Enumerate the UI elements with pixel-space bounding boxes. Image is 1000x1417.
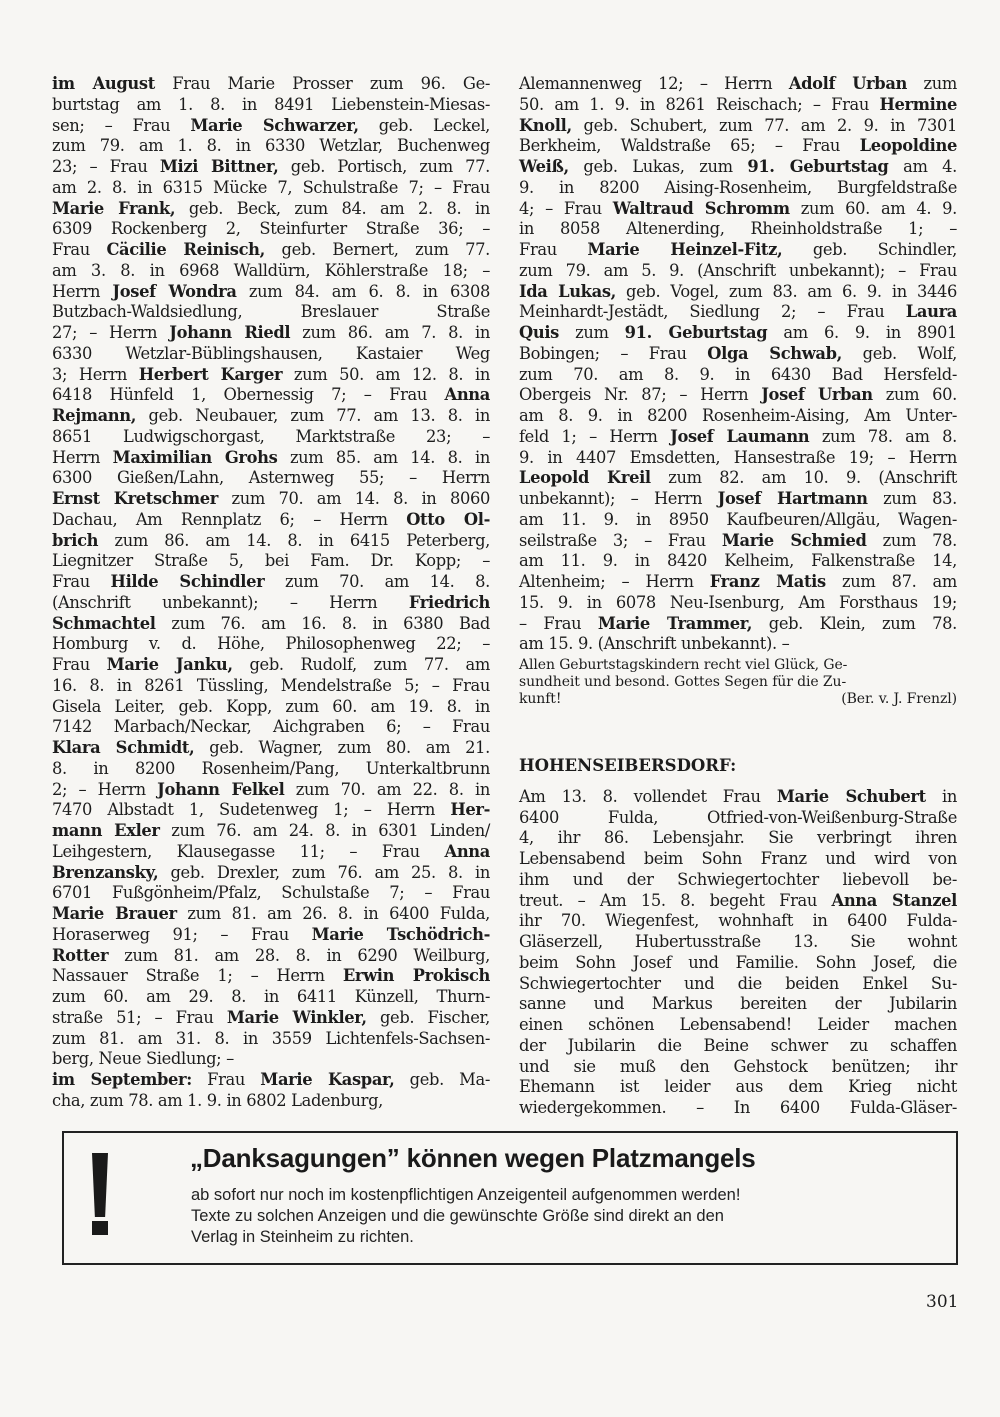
text-line: [519, 828, 957, 849]
text-run: zum 76. am 24. 8. in 6301 Linden/: [159, 821, 490, 840]
text-run: 16. 8. in 8261 Tüssling, Mendelstraße 5; – Frau: [52, 675, 490, 695]
text-run: beim Sohn Josef und Familie. Sohn Josef, die: [519, 952, 957, 972]
bold-name: Her-: [450, 800, 490, 820]
text-run: 9. in 8200 Aising-Rosenheim, Burgfeldstraße: [519, 177, 957, 197]
text-line: [519, 365, 957, 386]
text-run: geb. Portisch, zum 77.: [278, 157, 490, 176]
text-run: feld 1; – Herrn: [519, 426, 671, 446]
text-run: zum 78.: [866, 530, 957, 550]
text-run: zum: [907, 74, 958, 93]
text-line: [519, 74, 957, 95]
text-line: [519, 427, 957, 448]
text-run: am 15. 9. (Anschrift unbekannt). –: [519, 634, 790, 654]
text-run: 9. in 4407 Emsdetten, Hansestraße 19; – Herrn: [519, 447, 957, 467]
text-line: [52, 842, 490, 863]
text-line: [519, 1015, 957, 1036]
text-line: [52, 510, 490, 531]
bold-name: 91. Geburtstag: [624, 323, 768, 342]
text-run: berg, Neue Siedlung; –: [52, 1049, 234, 1069]
text-run: in: [925, 786, 957, 806]
text-run: Homburg v. d. Höhe, Philosophenweg 22; –: [52, 634, 490, 654]
text-line: [52, 116, 490, 137]
text-run: burtstag am 1. 8. in 8491 Liebenstein-Miesas-: [52, 94, 490, 114]
text-line: [52, 738, 490, 759]
text-run: 4; – Frau: [519, 198, 613, 218]
text-line: [52, 323, 490, 344]
text-line: [52, 74, 490, 95]
bold-name: Weiß,: [519, 157, 569, 176]
text-line: [519, 1057, 957, 1078]
text-run: 23; – Frau: [52, 157, 160, 176]
text-line: [519, 572, 957, 593]
section-heading: HOHENSEIBERSDORF:: [519, 756, 737, 775]
bold-name: Marie Kaspar,: [260, 1070, 395, 1089]
text-run: zum 84. am 6. 8. in 6308: [236, 281, 490, 301]
left-column: [52, 74, 490, 1112]
text-line: [52, 821, 490, 842]
text-line: [52, 531, 490, 552]
text-run: am 3. 8. in 6968 Walldürn, Köhlerstraße 18; –: [52, 260, 490, 280]
text-run: ihm und der Schwiegertochter liebevoll be-: [519, 869, 957, 889]
text-run: am 2. 8. in 6315 Mücke 7, Schulstraße 7; – Frau: [52, 177, 490, 197]
text-run: geb. Bernert, zum 77.: [264, 240, 490, 259]
text-line: [52, 136, 490, 157]
text-run: geb. Wagner, zum 80. am 21.: [194, 738, 491, 757]
text-run: 6400 Fulda, Otfried-von-Weißenburg-Straße: [519, 807, 957, 827]
bold-name: Marie Winkler,: [226, 1007, 367, 1027]
text-run: zum 78. am 8.: [809, 426, 957, 446]
bold-name: brich: [52, 530, 99, 550]
text-line: [519, 1098, 957, 1119]
birthday-list-september: [519, 74, 957, 655]
text-run: einen schönen Lebensabend! Leider machen: [519, 1015, 957, 1034]
text-line: [519, 261, 957, 282]
text-run: geb. Klein, zum 78.: [752, 613, 957, 633]
notice-body: [191, 1185, 740, 1248]
text-run: (Anschrift unbekannt); – Herrn: [52, 592, 409, 612]
text-run: und sie muß den Gehstock benützen; ihr: [519, 1056, 957, 1076]
bold-name: Leopoldine: [859, 136, 957, 156]
bold-name: Laura: [905, 302, 957, 322]
text-line: [519, 911, 957, 932]
birthday-list-august: [52, 74, 490, 1112]
bold-name: Marie Tschödrich-: [311, 924, 491, 944]
text-run: zum 79. am 1. 8. in 6330 Wetzlar, Buchenweg: [52, 136, 490, 156]
text-line: [519, 1036, 957, 1057]
text-run: 27; – Herrn: [52, 323, 170, 342]
text-run: Am 13. 8. vollendet Frau: [519, 786, 777, 806]
text-run: zum 50. am 12. 8. in: [282, 364, 490, 384]
notice-line: Verlag in Steinheim zu richten.: [191, 1228, 414, 1246]
bold-name: Adolf Urban: [788, 74, 908, 93]
text-run: Frau: [519, 240, 588, 259]
text-run: zum 60.: [872, 385, 957, 405]
text-run: zum 86. am 14. 8. in 6415 Peterberg,: [98, 530, 490, 550]
text-line: [52, 883, 490, 904]
text-run: Alemannenweg 12; – Herrn: [519, 74, 789, 93]
closing-wishes: [519, 657, 957, 708]
text-run: zum 60. am 4. 9.: [789, 198, 957, 218]
text-line: [52, 572, 490, 593]
text-line: [519, 282, 957, 303]
text-run: zum 86. am 7. 8. in: [290, 323, 490, 342]
text-run: zum: [558, 323, 625, 342]
text-run: zum 70. am 22. 8. in: [284, 779, 490, 799]
text-run: Frau Marie Prosser zum 96. Ge-: [154, 74, 491, 93]
text-line: [519, 448, 957, 469]
text-run: zum 76. am 16. 8. in 6380 Bad: [155, 613, 490, 633]
text-run: 6418 Hünfeld 1, Obernessig 7; – Frau: [52, 385, 445, 405]
text-run: geb. Neubauer, zum 77. am 13. 8. in: [136, 406, 490, 425]
text-run: Horaserweg 91; – Frau: [52, 924, 312, 944]
text-run: Dachau, Am Rennplatz 6; – Herrn: [52, 509, 407, 529]
text-run: 50. am 1. 9. in 8261 Reischach; – Frau: [519, 94, 880, 114]
text-line: [52, 344, 490, 365]
bold-name: Josef Wondra: [112, 281, 237, 301]
text-run: Leihgestern, Klausegasse 11; – Frau: [52, 841, 445, 861]
bold-name: Ernst Kretschmer: [52, 489, 218, 508]
text-run: zum 81. am 31. 8. in 3559 Lichtenfels-Sachsen-: [52, 1028, 490, 1048]
text-run: treut. – Am 15. 8. begeht Frau: [519, 890, 832, 910]
text-line: [519, 808, 957, 829]
bold-name: Waltraud Schromm: [612, 198, 790, 218]
text-line: [52, 385, 490, 406]
text-run: Butzbach-Waldsiedlung, Breslauer Straße: [52, 302, 490, 322]
text-run: seilstraße 3; – Frau: [519, 530, 722, 550]
text-run: Herrn: [52, 281, 113, 301]
text-run: geb. Drexler, zum 76. am 25. 8. in: [158, 862, 490, 882]
text-run: 3; Herrn: [52, 364, 139, 384]
text-line: [519, 157, 957, 178]
text-run: sen; – Frau: [52, 115, 191, 135]
text-line: [52, 676, 490, 697]
text-run: 6701 Fußgönheim/Pfalz, Schulstaße 7; – Frau: [52, 883, 490, 903]
text-run: am 6. 9. in 8901: [767, 323, 957, 342]
text-run: 7470 Albstadt 1, Sudetenweg 1; – Herrn: [52, 800, 451, 820]
bold-name: Marie Janku,: [106, 655, 233, 674]
bold-name: im August: [52, 74, 155, 93]
right-column: [519, 74, 957, 1119]
text-line: [52, 780, 490, 801]
text-run: cha, zum 78. am 1. 9. in 6802 Ladenburg,: [52, 1090, 383, 1110]
text-line: [52, 157, 490, 178]
section-body: [519, 787, 957, 1119]
text-line: [519, 385, 957, 406]
text-line: [519, 510, 957, 531]
text-run: 6300 Gießen/Lahn, Asternweg 55; – Herrn: [52, 468, 490, 488]
text-run: zum 70. am 8. 9. in 6430 Bad Hersfeld-: [519, 364, 957, 384]
text-line: [52, 489, 490, 510]
text-line: [52, 925, 490, 946]
closing-line: Allen Geburtstagskindern recht viel Glück, Ge-: [519, 657, 848, 673]
text-line: [519, 634, 957, 655]
text-line: [52, 634, 490, 655]
bold-name: Josef Urban: [761, 385, 873, 405]
text-run: Obergeis Nr. 87; – Herrn: [519, 385, 762, 405]
bold-name: Josef Hartmann: [717, 489, 868, 508]
text-run: 8651 Ludwigschorgast, Marktstraße 23; –: [52, 426, 490, 446]
text-run: Frau: [191, 1070, 261, 1089]
text-run: zum 83.: [867, 489, 957, 508]
text-line: [519, 787, 957, 808]
text-line: [519, 344, 957, 365]
text-run: Berkheim, Waldstraße 65; – Frau: [519, 136, 860, 156]
text-line: [52, 406, 490, 427]
text-line: [52, 468, 490, 489]
text-line: [519, 406, 957, 427]
text-run: zum 60. am 29. 8. in 6411 Künzell, Thurn-: [52, 987, 490, 1006]
text-run: 6330 Wetzlar-Büblingshausen, Kastaier Weg: [52, 343, 490, 363]
notice-line: Texte zu solchen Anzeigen und die gewünschte Größe sind direkt an den: [191, 1207, 724, 1225]
text-run: geb. Fischer,: [366, 1007, 490, 1027]
text-run: Liegnitzer Straße 5, bei Fam. Dr. Kopp; –: [52, 551, 490, 571]
text-line: [519, 974, 957, 995]
bold-name: Anna: [444, 385, 490, 405]
bold-name: Maximilian Grohs: [112, 447, 278, 467]
text-run: zum 70. am 14. 8. in 8060: [217, 489, 490, 508]
text-run: zum 70. am 14. 8.: [264, 572, 490, 591]
text-run: zum 85. am 14. 8. in: [277, 447, 490, 467]
bold-name: Mizi Bittner,: [159, 157, 279, 176]
text-run: am 8. 9. in 8200 Rosenheim-Aising, Am Unter-: [519, 406, 957, 425]
text-run: zum 81. am 26. 8. in 6400 Fulda,: [176, 904, 491, 923]
text-run: zum 79. am 5. 9. (Anschrift unbekannt); – Frau: [519, 260, 957, 280]
text-line: [519, 953, 957, 974]
bold-name: Marie Schubert: [776, 786, 926, 806]
text-line: [519, 219, 957, 240]
text-run: geb. Beck, zum 84. am 2. 8. in: [175, 198, 490, 218]
bold-name: Josef Laumann: [670, 426, 810, 446]
text-line: [519, 870, 957, 891]
text-run: der Jubilarin die Beine schwer zu schaffen: [519, 1035, 957, 1055]
text-line: [519, 614, 957, 635]
text-line: [52, 1091, 490, 1112]
text-line: [52, 448, 490, 469]
text-line: [519, 1077, 957, 1098]
bold-name: Hilde Schindler: [110, 572, 265, 591]
text-line: [519, 323, 957, 344]
text-line: [519, 178, 957, 199]
text-line: [519, 551, 957, 572]
text-run: wiedergekommen. – In 6400 Fulda-Gläser-: [519, 1098, 957, 1117]
bold-name: Franz Matis: [709, 572, 826, 591]
notice-box: [62, 1131, 958, 1265]
bold-name: Ida Lukas,: [519, 281, 616, 301]
page-number: 301: [926, 1292, 959, 1312]
text-line: [52, 614, 490, 635]
bold-name: Brenzansky,: [52, 862, 159, 882]
text-run: straße 51; – Frau: [52, 1007, 227, 1027]
text-line: [52, 365, 490, 386]
text-line: [519, 994, 957, 1015]
text-line: [52, 946, 490, 967]
text-line: [52, 1049, 490, 1070]
text-run: am 11. 9. in 8950 Kaufbeuren/Allgäu, Wagen-: [519, 509, 957, 529]
text-line: [52, 261, 490, 282]
text-run: sanne und Markus bereiten der Jubilarin: [519, 994, 957, 1014]
bold-name: Marie Schwarzer,: [190, 115, 359, 135]
text-line: [52, 199, 490, 220]
text-run: Lebensabend beim Sohn Franz und wird von: [519, 849, 957, 868]
text-line: [52, 863, 490, 884]
text-run: geb. Schubert, zum 77. am 2. 9. in 7301: [571, 115, 957, 135]
text-run: 2; – Herrn: [52, 779, 158, 799]
text-run: ihr 70. Wiegenfest, wohnhaft in 6400 Fulda-: [519, 911, 957, 931]
text-run: am 11. 9. in 8420 Kelheim, Falkenstraße 14,: [519, 551, 957, 571]
bold-name: Klara Schmidt,: [52, 738, 195, 757]
bold-name: 91. Geburtstag: [747, 157, 889, 176]
bold-name: Friedrich: [408, 592, 490, 612]
text-line: [52, 427, 490, 448]
bold-name: Marie Brauer: [52, 904, 177, 923]
text-line: [519, 489, 957, 510]
text-line: [52, 655, 490, 676]
text-run: 4, ihr 86. Lebensjahr. Sie verbringt ihren: [519, 828, 957, 848]
text-line: [52, 717, 490, 738]
bold-name: Erwin Prokisch: [342, 966, 490, 986]
text-run: Frau: [52, 655, 107, 674]
text-line: [52, 240, 490, 261]
text-line: [519, 531, 957, 552]
bold-name: Marie Heinzel-Fitz,: [587, 240, 783, 259]
text-run: zum 81. am 28. 8. in 6290 Weilburg,: [108, 945, 490, 965]
bold-name: Knoll,: [519, 115, 572, 135]
text-run: geb. Leckel,: [358, 115, 490, 135]
text-run: zum 82. am 10. 9. (Anschrift: [650, 468, 957, 488]
text-line: [519, 95, 957, 116]
text-run: unbekannt); – Herrn: [519, 489, 718, 508]
text-run: in 8058 Altenerding, Rheinholdstraße 1; –: [519, 219, 957, 239]
bold-name: Cäcilie Reinisch,: [106, 240, 265, 259]
text-run: Ehemann ist leider aus dem Krieg nicht: [519, 1077, 957, 1097]
notice-line: ab sofort nur noch im kostenpflichtigen Anzeigenteil aufgenommen werden!: [191, 1186, 741, 1204]
text-line: [52, 593, 490, 614]
text-line: [52, 1029, 490, 1050]
text-run: Schwiegertochter und die beiden Enkel Su-: [519, 973, 957, 993]
author-signature: (Ber. v. J. Frenzl): [841, 691, 957, 707]
text-line: [519, 849, 957, 870]
bold-name: Marie Frank,: [52, 198, 176, 218]
text-run: Herrn: [52, 447, 113, 467]
exclamation-icon: [90, 1153, 110, 1233]
text-line: [52, 1070, 490, 1091]
bold-name: Herbert Karger: [138, 364, 283, 384]
text-line: [519, 116, 957, 137]
text-line: [52, 1008, 490, 1029]
text-run: Nassauer Straße 1; – Herrn: [52, 966, 343, 986]
closing-line: kunft!: [519, 691, 562, 707]
text-line: [519, 468, 957, 489]
bold-name: Leopold Kreil: [519, 468, 651, 488]
bold-name: im September:: [52, 1070, 192, 1089]
text-run: geb. Vogel, zum 83. am 6. 9. in 3446: [615, 281, 957, 301]
notice-title: „Danksagungen” können wegen Platzmangels: [190, 1143, 756, 1173]
text-line: [519, 891, 957, 912]
text-line: [52, 551, 490, 572]
bold-name: Olga Schwab,: [707, 343, 842, 363]
bold-name: Otto Ol-: [406, 509, 491, 529]
text-run: zum 87. am: [825, 572, 958, 591]
text-line: [52, 759, 490, 780]
text-line: [52, 95, 490, 116]
text-run: geb. Schindler,: [782, 240, 958, 259]
text-run: Gisela Leiter, geb. Kopp, zum 60. am 19. 8. in: [52, 696, 490, 716]
bold-name: Marie Schmied: [721, 530, 867, 550]
text-run: Frau: [52, 572, 111, 591]
bold-name: Schmachtel: [52, 613, 156, 633]
closing-line: sundheit und besond. Gottes Segen für die Zu-: [519, 674, 847, 690]
text-run: geb. Wolf,: [842, 343, 958, 363]
bold-name: Anna Stanzel: [831, 890, 957, 910]
text-line: [519, 932, 957, 953]
text-run: 6309 Rockenberg 2, Steinfurter Straße 36; –: [52, 219, 490, 239]
bold-name: Quis: [519, 323, 559, 342]
bold-name: Anna: [444, 841, 490, 861]
text-line: [52, 219, 490, 240]
text-line: [52, 966, 490, 987]
text-run: Meinhardt-Jestädt, Siedlung 2; – Frau: [519, 302, 906, 322]
text-line: [519, 302, 957, 323]
text-run: – Frau: [519, 613, 598, 633]
bold-name: Rotter: [52, 945, 109, 965]
text-line: [52, 800, 490, 821]
bold-name: Johann Felkel: [157, 779, 285, 799]
text-line: [519, 593, 957, 614]
text-line: [52, 987, 490, 1008]
text-run: 8. in 8200 Rosenheim/Pang, Unterkaltbrunn: [52, 758, 490, 778]
text-run: geb. Ma-: [394, 1070, 490, 1089]
text-run: 7142 Marbach/Neckar, Aichgraben 6; – Frau: [52, 717, 490, 737]
text-line: [519, 136, 957, 157]
text-line: [52, 302, 490, 323]
text-line: [519, 240, 957, 261]
text-run: geb. Rudolf, zum 77. am: [232, 655, 490, 674]
text-run: Gläserzell, Hubertusstraße 13. Sie wohnt: [519, 932, 957, 951]
text-run: geb. Lukas, zum: [568, 157, 748, 176]
text-line: [52, 282, 490, 303]
text-run: Bobingen; – Frau: [519, 343, 708, 363]
text-run: Frau: [52, 240, 107, 259]
text-line: [519, 199, 957, 220]
text-run: Altenheim; – Herrn: [519, 572, 710, 591]
text-run: 15. 9. in 6078 Neu-Isenburg, Am Forsthaus 19;: [519, 592, 957, 612]
text-line: [52, 904, 490, 925]
bold-name: Rejmann,: [52, 406, 137, 425]
bold-name: Johann Riedl: [169, 323, 291, 342]
bold-name: mann Exler: [52, 821, 160, 840]
bold-name: Marie Trammer,: [597, 613, 753, 633]
text-line: [52, 697, 490, 718]
text-run: am 4.: [888, 157, 957, 176]
text-line: [52, 178, 490, 199]
bold-name: Hermine: [879, 94, 957, 114]
